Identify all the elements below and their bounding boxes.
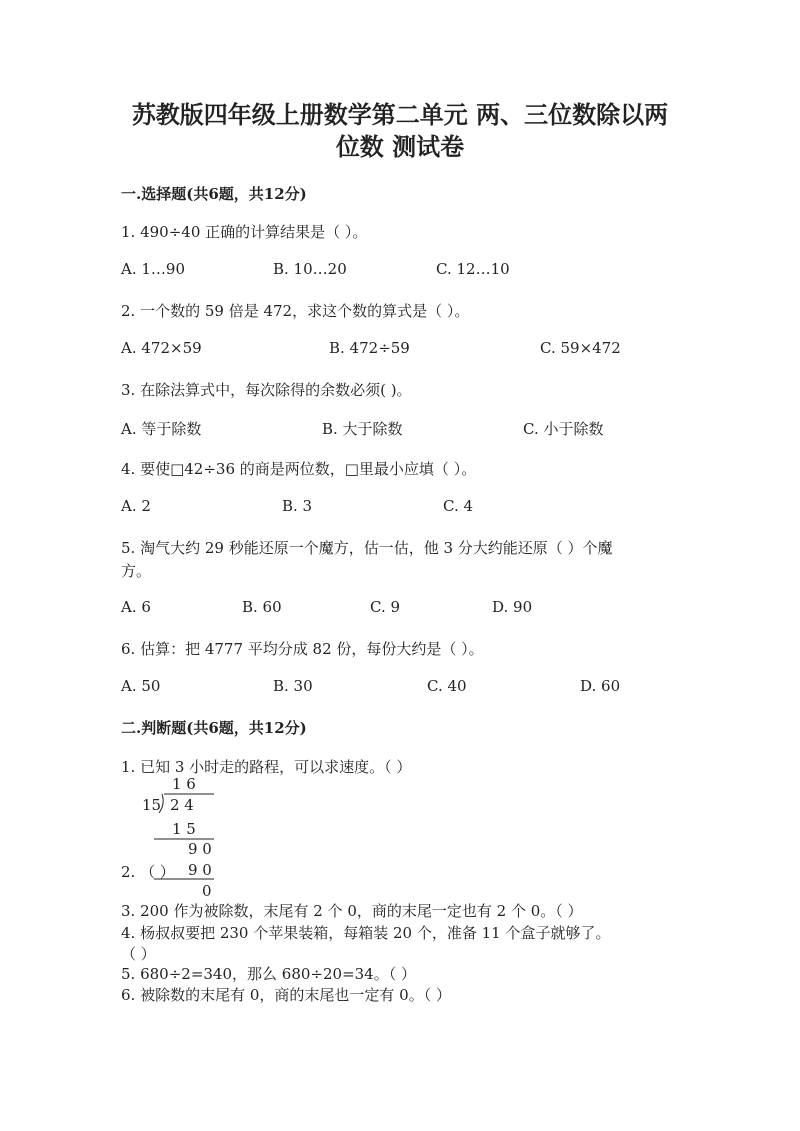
question-1: 1. 490÷40 正确的计算结果是（ ）。 (121, 223, 368, 241)
q5-option-c: C. 9 (370, 598, 401, 616)
q5-option-b: B. 60 (242, 598, 282, 616)
division-quotient: 1 6 (172, 775, 196, 793)
judge-item-2: 2. （ ） (121, 863, 175, 881)
judge-item-1: 1. 已知 3 小时走的路程，可以求速度。（ ） (121, 758, 412, 776)
q6-option-b: B. 30 (273, 677, 313, 695)
q3-option-c: C. 小于除数 (523, 420, 604, 438)
question-3: 3. 在除法算式中，每次除得的余数必须( )。 (121, 381, 412, 399)
judge-item-5: 5. 680÷2=340，那么 680÷20=34。（ ） (121, 965, 416, 983)
division-step3: 9 0 (188, 861, 212, 879)
judge-item-6: 6. 被除数的末尾有 0，商的末尾也一定有 0。（ ） (121, 986, 451, 1004)
q4-option-a: A. 2 (121, 497, 151, 515)
q5-option-a: A. 6 (121, 598, 151, 616)
q4-option-b: B. 3 (282, 497, 313, 515)
judge-item-3: 3. 200 作为被除数，末尾有 2 个 0，商的末尾一定也有 2 个 0。（ ） (121, 902, 583, 920)
question-6: 6. 估算：把 4777 平均分成 82 份，每份大约是（ ）。 (121, 640, 484, 658)
q2-option-c: C. 59×472 (540, 339, 621, 357)
q3-option-a: A. 等于除数 (121, 420, 202, 438)
document-title-line2: 位数 测试卷 (335, 132, 465, 161)
question-2: 2. 一个数的 59 倍是 472，求这个数的算式是（ ）。 (121, 302, 470, 320)
division-remainder: 0 (202, 882, 212, 900)
division-step2: 9 0 (188, 840, 212, 858)
q2-option-b: B. 472÷59 (329, 339, 410, 357)
q1-option-c: C. 12…10 (436, 260, 510, 278)
q4-option-c: C. 4 (443, 497, 474, 515)
q6-option-d: D. 60 (580, 677, 621, 695)
division-divisor: 15 (142, 796, 162, 814)
q6-option-c: C. 40 (427, 677, 467, 695)
q6-option-a: A. 50 (121, 677, 161, 695)
judge-item-4-continued: （ ） (121, 945, 156, 963)
section2-heading: 二.判断题(共6题，共12分) (121, 719, 307, 737)
document-title-line1: 苏教版四年级上册数学第二单元 两、三位数除以两 (131, 100, 669, 129)
question-4: 4. 要使□42÷36 的商是两位数，□里最小应填（ ）。 (121, 460, 477, 478)
question-5-continued: 方。 (121, 562, 152, 580)
division-dividend: 2 4 (170, 796, 194, 814)
q2-option-a: A. 472×59 (121, 339, 202, 357)
q3-option-b: B. 大于除数 (322, 420, 403, 438)
section1-heading: 一.选择题(共6题，共12分) (121, 185, 307, 203)
q5-option-d: D. 90 (492, 598, 533, 616)
q1-option-a: A. 1…90 (121, 260, 185, 278)
judge-item-4: 4. 杨叔叔要把 230 个苹果装箱，每箱装 20 个，准备 11 个盒子就够了。 (121, 924, 611, 942)
division-step1: 1 5 (172, 820, 196, 838)
question-5: 5. 淘气大约 29 秒能还原一个魔方，估一估，他 3 分大约能还原（ ）个魔 (121, 539, 613, 557)
q1-option-b: B. 10…20 (273, 260, 347, 278)
